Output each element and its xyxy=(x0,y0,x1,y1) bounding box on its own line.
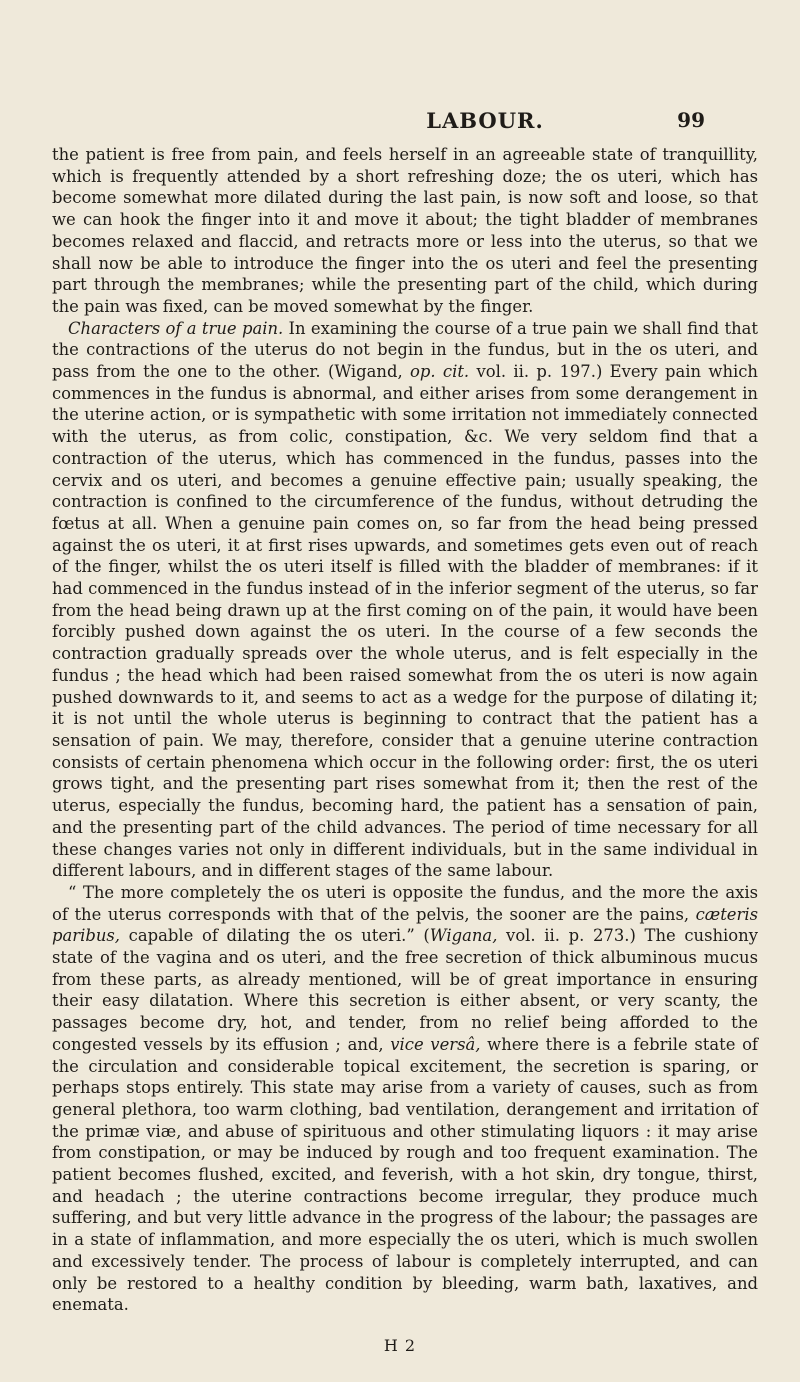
body-text xyxy=(52,144,758,1316)
running-head: LABOUR. xyxy=(426,108,544,133)
signature-mark: H 2 xyxy=(383,1336,417,1355)
italic-text-run: Wigana, xyxy=(429,926,498,946)
text-run: “ The more completely the os uteri is opposite the fundus, and the more the axis of the uterus corresponds with that of the pelvis, the sooner are the pains, xyxy=(52,882,758,924)
italic-text-run: cæteris paribus, xyxy=(52,904,758,946)
italic-text-run: vice versâ, xyxy=(390,1034,481,1054)
text-run: vol. ii. p. 197.) Every pain which commences in the fundus is abnormal, and either arises from some derangement in the uterine action, or is sympathetic with some irritation not immediately connected with the uterus, as from colic, constipation, &c. We very seldom find that a contraction of the uterus, which has commenced in the fundus, passes into the cervix and os uteri, and becomes a genuine effective pain; usually speaking, the contraction is confined to the circumference of the fundus, without detruding the fœtus at all. When a genuine pain comes on, so far from the head being pressed against the os uteri, it at first rises upwards, and sometimes gets even out of reach of the finger, whilst the os uteri itself is filled with the bladder of membranes: if it had commenced in the fundus instead of in the inferior segment of the uterus, so far from the head being drawn up at the first coming on of the pain, it would have been forcibly pushed down against the os uteri. In the course of a few seconds the contraction gradually spreads over the whole uterus, and is felt especially in the fundus ; the head which had been raised somewhat from the os uteri is now again pushed downwards to it, and seems to act as a wedge for the purpose of dilating it; it is not until the whole uterus is beginning to contract that the patient has a sensation of pain. We may, therefore, consider that a genuine uterine contraction consists of certain phenomena which occur in the following order: first, the os uteri grows tight, and the presenting part rises somewhat from it; then the rest of the uterus, especially the fundus, becoming hard, the patient has a sensation of pain, and the presenting part of the child advances. The period of time necessary for all these changes varies not only in different individuals, but in the same individual in different labours, and in different stages of the same labour. xyxy=(52,362,758,881)
page-header xyxy=(265,108,705,140)
paragraph-1 xyxy=(52,144,758,318)
text-run: capable of dilating the os uteri.” ( xyxy=(120,926,430,946)
paragraph-2 xyxy=(52,318,758,882)
paragraph-3 xyxy=(52,882,758,1316)
text-run: vol. ii. p. 273.) The cushiony state of the vagina and os uteri, and the free secretion of thick albuminous mucus from these parts, as already mentioned, will be of great importance in ensuring their easy dilatation. Where this secretion is either absent, or very scanty, the passages become dry, hot, and tender, from no relief being afforded to the congested vessels by its effusion ; and, xyxy=(52,926,758,1054)
page-number: 99 xyxy=(677,108,705,132)
italic-text-run: op. cit. xyxy=(410,362,470,382)
text-run: where there is a febrile state of the circulation and considerable topical excitement, the secretion is sparing, or perhaps stops entirely. This state may arise from a variety of causes, such as from general plethora, too warm clothing, bad ventilation, derangement and irritation of the primæ viæ, and abuse of spirituous and other stimulating liquors : it may arise from constipation, or may be induced by rough and too frequent examination. The patient becomes flushed, excited, and feverish, with a hot skin, dry tongue, thirst, and headach ; the uterine contractions become irregular, they produce much suffering, and but very little advance in the progress of the labour; the passages are in a state of inflammation, and more especially the os uteri, which is much swollen and excessively tender. The process of labour is completely interrupted, and can only be restored to a healthy condition by bleeding, warm bath, laxatives, and enemata. xyxy=(52,1034,758,1315)
italic-text-run: Characters of a true pain. xyxy=(68,318,284,338)
text-run: the patient is free from pain, and feels herself in an agreeable state of tranquillity, which is frequently attended by a short refreshing doze; the os uteri, which has become somewhat more dilated during the last pain, is now soft and loose, so that we can hook the finger into it and move it about; the tight bladder of membranes becomes relaxed and flaccid, and retracts more or less into the uterus, so that we shall now be able to introduce the finger into the os uteri and feel the presenting part through the membranes; while the presenting part of the child, which during the pain was fixed, can be moved somewhat by the finger. xyxy=(52,145,758,316)
text-run: In examining the course of a true pain we shall find that the contractions of the uterus do not begin in the fundus, but in the os uteri, and pass from the one to the other. (Wigand, xyxy=(52,318,758,382)
